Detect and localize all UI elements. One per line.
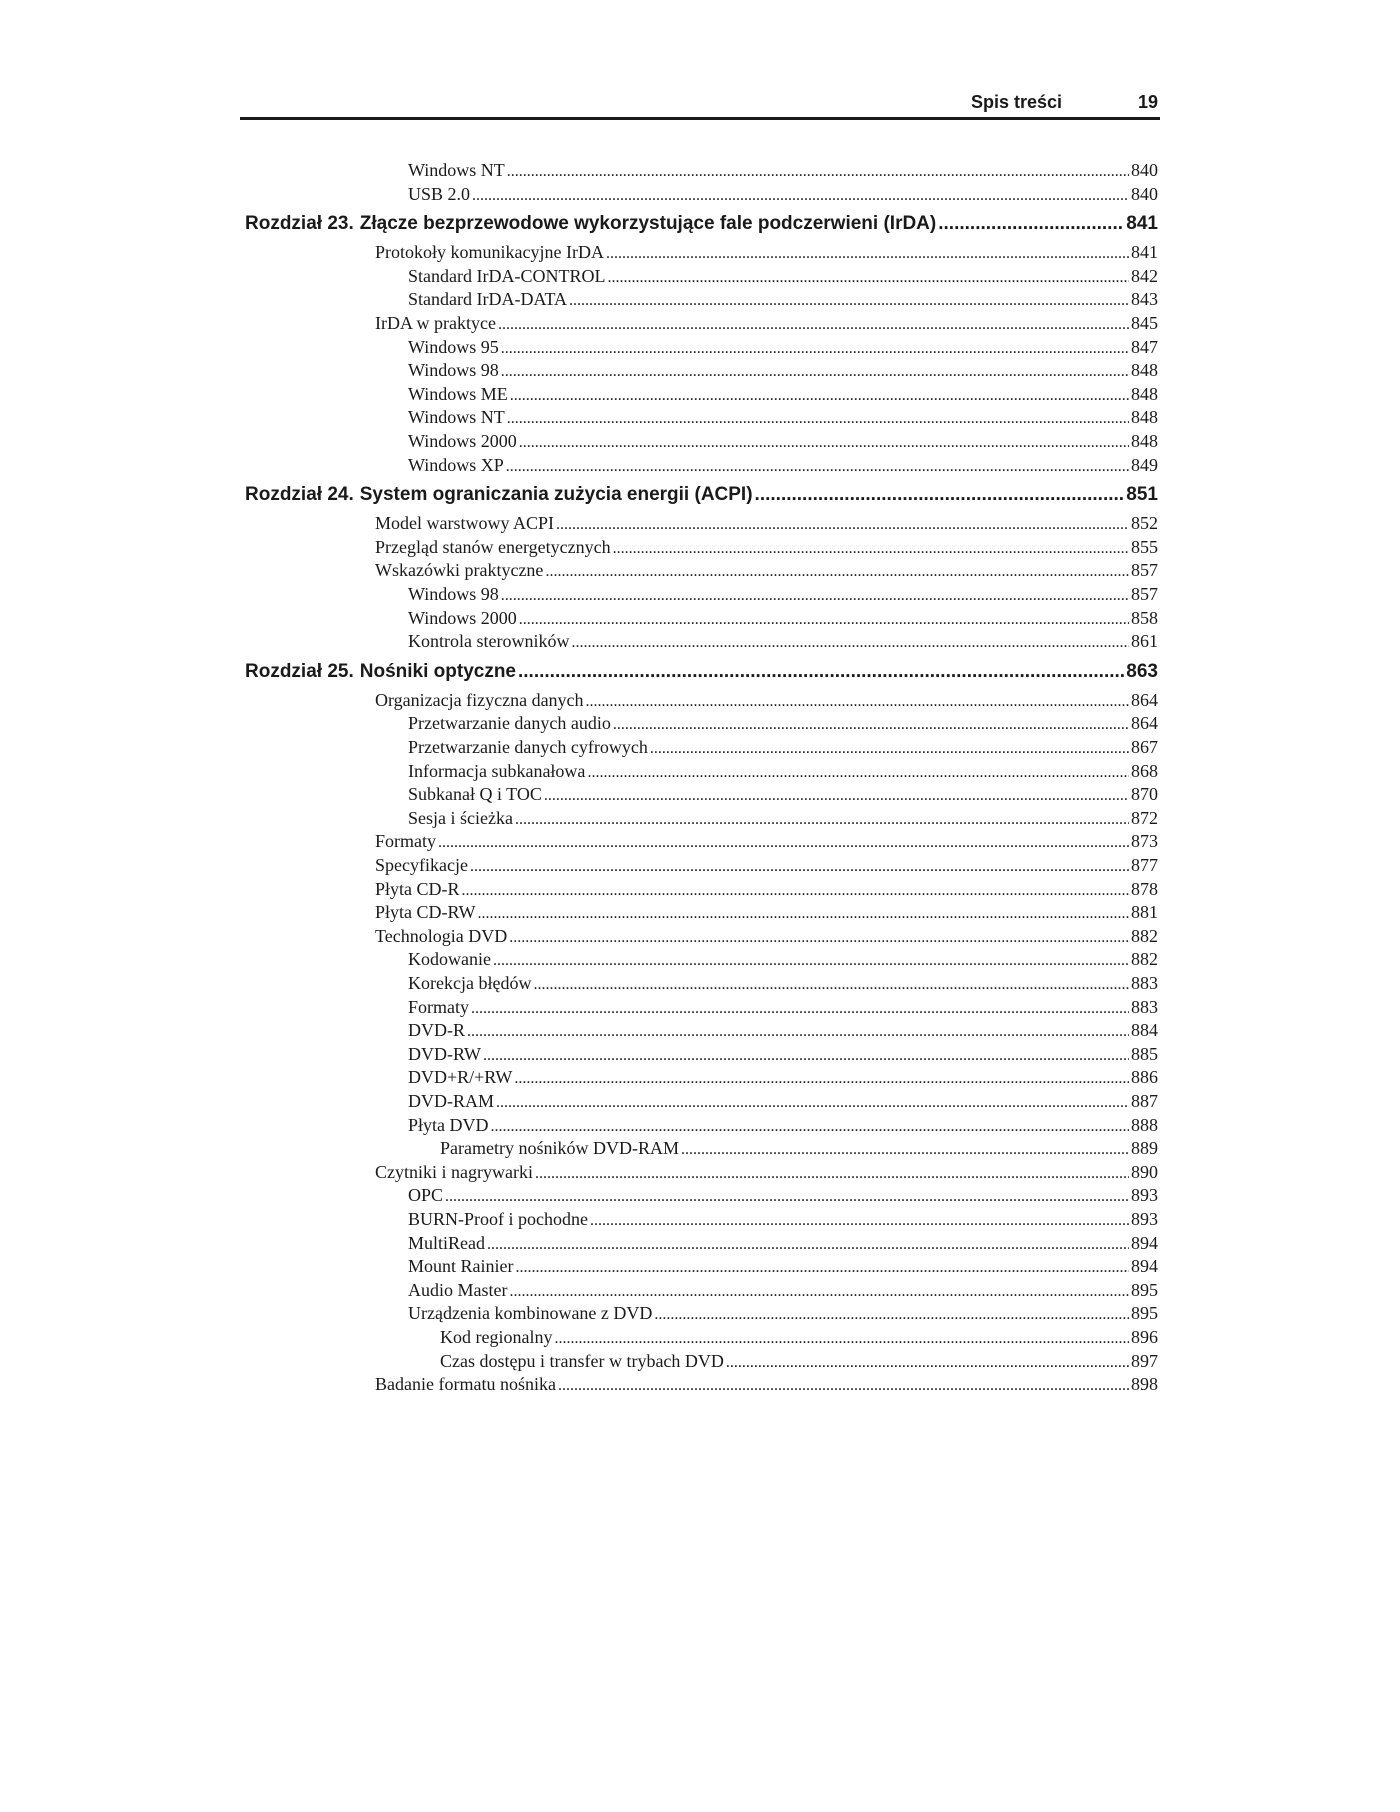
dot-leader — [533, 976, 1129, 994]
entry-title: Windows 98 — [408, 584, 499, 604]
page-number: 864 — [1131, 713, 1158, 734]
toc-entry-row — [375, 831, 1158, 855]
page-number: 873 — [1131, 831, 1158, 852]
dot-leader — [438, 834, 1129, 852]
page-number: 857 — [1131, 584, 1158, 604]
entry-title: Windows 2000 — [408, 607, 517, 628]
entry-title: Płyta DVD — [408, 1114, 489, 1135]
page-number: 863 — [1126, 660, 1158, 682]
entry-title: Informacja subkanałowa — [408, 760, 586, 781]
toc-chapter-row — [245, 484, 1158, 514]
dot-leader — [493, 952, 1129, 970]
chapter-number: Rozdział 23. — [245, 213, 354, 235]
dot-leader — [491, 1118, 1130, 1136]
toc-entry-row — [408, 289, 1158, 313]
chapter-number: Rozdział 24. — [245, 484, 354, 506]
toc-entry-row — [375, 537, 1158, 561]
chapter-number: Rozdział 25. — [245, 660, 354, 682]
page-number: 848 — [1131, 383, 1158, 404]
entry-title: Czytniki i nagrywarki — [375, 1161, 533, 1182]
page-number: 841 — [1131, 242, 1158, 263]
entry-title: Model warstwowy ACPI — [375, 513, 554, 534]
dot-leader — [445, 1188, 1129, 1206]
page-number: 887 — [1131, 1091, 1158, 1111]
page-number: 852 — [1131, 513, 1158, 534]
dot-leader — [535, 1165, 1129, 1183]
entry-title: Kontrola sterowników — [408, 631, 570, 652]
entry-title: Windows NT — [408, 160, 505, 180]
page-number: 864 — [1131, 689, 1158, 710]
toc-entry-row — [408, 1185, 1158, 1209]
entry-title: Standard IrDA-CONTROL — [408, 265, 606, 286]
header-rule — [240, 117, 1160, 120]
dot-leader — [607, 269, 1129, 287]
entry-title: Windows 98 — [408, 360, 499, 381]
page-number: 851 — [1126, 484, 1158, 506]
dot-leader — [506, 458, 1129, 476]
page-number: 858 — [1131, 607, 1158, 628]
dot-leader — [587, 764, 1129, 782]
toc-entry-row — [408, 337, 1158, 361]
dot-leader — [558, 1377, 1129, 1395]
toc-entry-row — [375, 1162, 1158, 1186]
dot-leader — [496, 1094, 1129, 1112]
page-number: 841 — [1126, 213, 1158, 235]
toc-entry-row — [408, 407, 1158, 431]
entry-title: Przetwarzanie danych cyfrowych — [408, 737, 648, 757]
toc-entry-row — [408, 997, 1158, 1021]
toc-entry-row — [408, 1115, 1158, 1139]
toc-entry-row — [408, 360, 1158, 384]
dot-leader — [554, 1330, 1129, 1348]
toc-entry-row — [408, 631, 1158, 655]
dot-leader — [755, 484, 1125, 506]
entry-title: Wskazówki praktyczne — [375, 560, 544, 581]
dot-leader — [501, 363, 1129, 381]
page-number: 890 — [1131, 1161, 1158, 1182]
entry-title: DVD-RAM — [408, 1091, 495, 1111]
page-number: 855 — [1131, 536, 1158, 557]
entry-title: OPC — [408, 1185, 444, 1206]
toc-entry-row — [408, 784, 1158, 808]
toc-entry-row — [408, 808, 1158, 832]
entry-title: Protokoły komunikacyjne IrDA — [375, 242, 604, 263]
dot-leader — [590, 1212, 1129, 1230]
dot-leader — [726, 1354, 1129, 1372]
dot-leader — [544, 787, 1129, 805]
page-number: 882 — [1131, 949, 1158, 970]
page-number: 877 — [1131, 855, 1158, 875]
dot-leader — [507, 163, 1129, 181]
dot-leader — [467, 1023, 1129, 1041]
toc-entry-row — [408, 1233, 1158, 1257]
page-number: 840 — [1131, 183, 1158, 204]
dot-leader — [556, 516, 1129, 534]
page-number: 861 — [1131, 631, 1158, 652]
page-number: 889 — [1131, 1138, 1158, 1159]
page-number: 897 — [1131, 1350, 1158, 1371]
entry-title: MultiRead — [408, 1232, 485, 1253]
dot-leader — [516, 1259, 1130, 1277]
toc-entry-row — [375, 560, 1158, 584]
entry-title: DVD+R/+RW — [408, 1067, 513, 1088]
toc-entry-row — [375, 926, 1158, 950]
page-number: 840 — [1131, 160, 1158, 180]
dot-leader — [518, 661, 1124, 683]
dot-leader — [514, 1070, 1129, 1088]
toc-chapter-row — [245, 213, 1158, 243]
toc-entry-row — [408, 713, 1158, 737]
page-number: 882 — [1131, 925, 1158, 946]
dot-leader — [501, 340, 1129, 358]
page-number: 898 — [1131, 1374, 1158, 1395]
page-number: 886 — [1131, 1067, 1158, 1088]
toc-entry-row — [408, 184, 1158, 208]
running-header — [240, 88, 1160, 118]
entry-title: Windows NT — [408, 407, 505, 428]
toc-entry-row — [408, 584, 1158, 608]
entry-title: Specyfikacje — [375, 855, 468, 875]
entry-title: Płyta CD-R — [375, 878, 460, 899]
dot-leader — [519, 611, 1129, 629]
entry-title: Standard IrDA-DATA — [408, 289, 568, 310]
page-number: 888 — [1131, 1114, 1158, 1135]
toc-entry-row — [408, 1209, 1158, 1233]
entry-title: Czas dostępu i transfer w trybach DVD — [440, 1350, 724, 1371]
dot-leader — [515, 811, 1129, 829]
dot-leader — [471, 1000, 1129, 1018]
entry-title: BURN-Proof i pochodne — [408, 1209, 588, 1229]
page-number: 895 — [1131, 1303, 1158, 1324]
entry-title: Organizacja fizyczna danych — [375, 689, 584, 710]
page-number: 870 — [1131, 784, 1158, 805]
dot-leader — [509, 929, 1129, 947]
dot-leader — [501, 587, 1129, 605]
page-number: 893 — [1131, 1185, 1158, 1206]
entry-title: Korekcja błędów — [408, 973, 532, 993]
toc-entry-row — [408, 1256, 1158, 1280]
entry-title: Subkanał Q i TOC — [408, 784, 542, 805]
toc-entry-row — [375, 690, 1158, 714]
page-number: 881 — [1131, 902, 1158, 923]
toc-entry-row — [375, 513, 1158, 537]
page-number: 885 — [1131, 1043, 1158, 1064]
toc-entry-row — [408, 761, 1158, 785]
entry-title: Mount Rainier — [408, 1256, 514, 1277]
chapter-title: Nośniki optyczne — [359, 660, 516, 682]
page-number: 896 — [1131, 1327, 1158, 1347]
page-number: 893 — [1131, 1209, 1158, 1229]
header-page-number: 19 — [1137, 92, 1158, 112]
dot-leader — [545, 563, 1129, 581]
toc-entry-row — [375, 313, 1158, 337]
dot-leader — [654, 1306, 1129, 1324]
toc-entry-row — [440, 1351, 1158, 1375]
toc-entry-row — [408, 973, 1158, 997]
header-title: Spis treści — [970, 92, 1062, 112]
toc-entry-row — [375, 242, 1158, 266]
chapter-title: System ograniczania zużycia energii (ACPI) — [359, 484, 753, 506]
toc-entry-row — [408, 1020, 1158, 1044]
dot-leader — [569, 292, 1129, 310]
toc-entry-row — [408, 1303, 1158, 1327]
entry-title: DVD-R — [408, 1020, 465, 1041]
toc-entry-row — [408, 949, 1158, 973]
toc-entry-row — [375, 855, 1158, 879]
page-number: 884 — [1131, 1020, 1158, 1041]
dot-leader — [462, 882, 1129, 900]
entry-title: IrDA w praktyce — [375, 313, 496, 333]
entry-title: Przetwarzanie danych audio — [408, 713, 611, 734]
page-number: 895 — [1131, 1279, 1158, 1300]
toc-entry-row — [408, 1044, 1158, 1068]
entry-title: Formaty — [375, 831, 436, 852]
entry-title: Technologia DVD — [375, 925, 508, 946]
page-number: 883 — [1131, 996, 1158, 1017]
dot-leader — [478, 905, 1129, 923]
page-number: 849 — [1131, 454, 1158, 475]
toc-entry-row — [408, 431, 1158, 455]
dot-leader — [938, 213, 1124, 235]
dot-leader — [507, 410, 1129, 428]
entry-title: Przegląd stanów energetycznych — [375, 536, 611, 557]
toc-entry-row — [440, 1138, 1158, 1162]
toc-entry-row — [408, 455, 1158, 479]
entry-title: Parametry nośników DVD-RAM — [440, 1138, 679, 1159]
dot-leader — [483, 1047, 1129, 1065]
toc-entry-row — [408, 1091, 1158, 1115]
dot-leader — [571, 634, 1129, 652]
page-number: 867 — [1131, 737, 1158, 757]
entry-title: Kodowanie — [408, 949, 491, 970]
dot-leader — [472, 187, 1129, 205]
dot-leader — [613, 716, 1129, 734]
toc-entry-row — [375, 879, 1158, 903]
toc-chapter-row — [245, 661, 1158, 691]
page-number: 868 — [1131, 760, 1158, 781]
entry-title: DVD-RW — [408, 1043, 481, 1064]
dot-leader — [519, 434, 1129, 452]
entry-title: Audio Master — [408, 1279, 508, 1300]
dot-leader — [586, 693, 1129, 711]
entry-title: Formaty — [408, 996, 469, 1017]
entry-title: USB 2.0 — [408, 183, 471, 204]
entry-title: Kod regionalny — [440, 1327, 553, 1347]
dot-leader — [606, 245, 1129, 263]
toc-entry-row — [375, 1374, 1158, 1398]
dot-leader — [509, 1283, 1129, 1301]
toc-entry-row — [375, 902, 1158, 926]
toc-entry-row — [408, 737, 1158, 761]
entry-title: Płyta CD-RW — [375, 902, 476, 923]
entry-title: Windows 95 — [408, 336, 499, 357]
dot-leader — [510, 387, 1129, 405]
entry-title: Windows 2000 — [408, 431, 517, 451]
dot-leader — [681, 1141, 1129, 1159]
page-number: 883 — [1131, 973, 1158, 993]
page-number: 847 — [1131, 336, 1158, 357]
page-number: 878 — [1131, 878, 1158, 899]
entry-title: Windows XP — [408, 454, 504, 475]
page-number: 842 — [1131, 265, 1158, 286]
dot-leader — [650, 740, 1129, 758]
toc-entry-row — [408, 608, 1158, 632]
entry-title: Badanie formatu nośnika — [375, 1374, 556, 1395]
entry-title: Windows ME — [408, 383, 508, 404]
page-number: 857 — [1131, 560, 1158, 581]
page-number: 848 — [1131, 407, 1158, 428]
entry-title: Sesja i ścieżka — [408, 807, 513, 828]
toc-entry-row — [408, 384, 1158, 408]
page-number: 872 — [1131, 807, 1158, 828]
chapter-title: Złącze bezprzewodowe wykorzystujące fale podczerwieni (IrDA) — [359, 213, 937, 235]
dot-leader — [470, 858, 1129, 876]
page-number: 843 — [1131, 289, 1158, 310]
toc-entry-row — [408, 1067, 1158, 1091]
entry-title: Urządzenia kombinowane z DVD — [408, 1303, 653, 1324]
page-number: 848 — [1131, 360, 1158, 381]
page-number: 845 — [1131, 313, 1158, 333]
toc-entry-row — [408, 1280, 1158, 1304]
toc-entry-row — [408, 160, 1158, 184]
dot-leader — [487, 1236, 1129, 1254]
dot-leader — [498, 316, 1129, 334]
toc-entry-row — [408, 266, 1158, 290]
toc-entry-row — [440, 1327, 1158, 1351]
page-number: 894 — [1131, 1232, 1158, 1253]
page-number: 894 — [1131, 1256, 1158, 1277]
dot-leader — [613, 540, 1129, 558]
page-number: 848 — [1131, 431, 1158, 451]
